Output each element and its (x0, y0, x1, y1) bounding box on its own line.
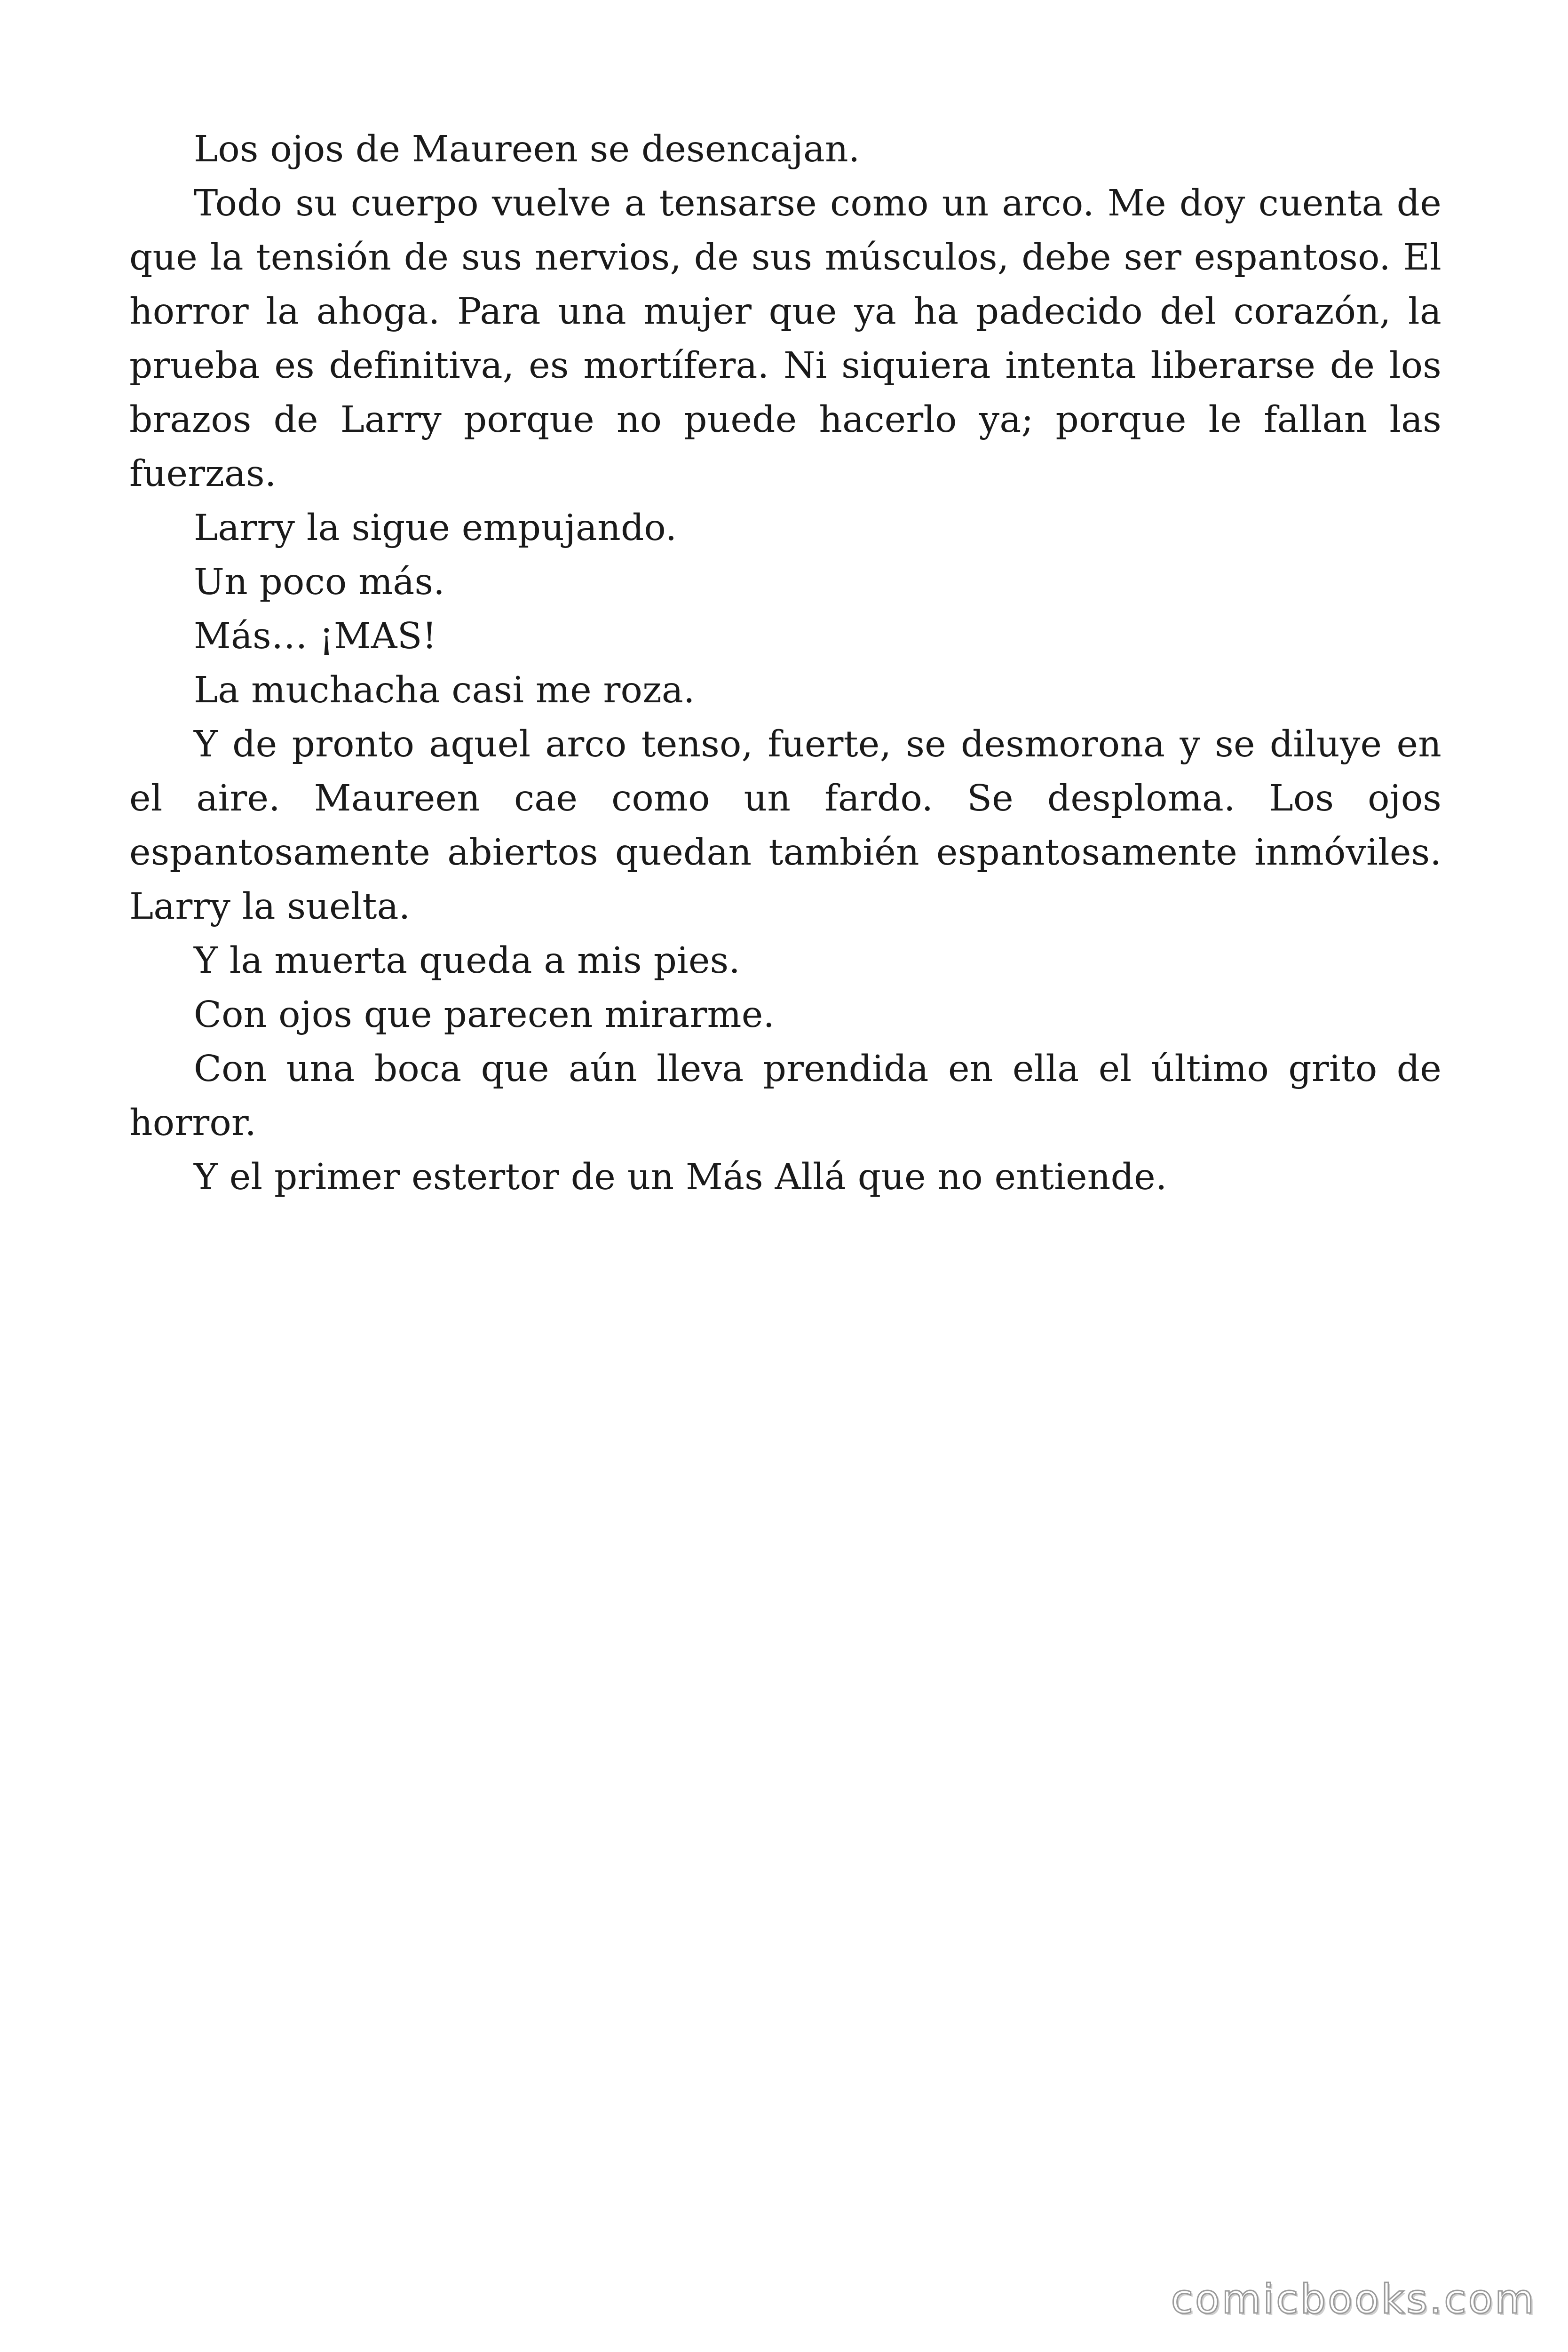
paragraph: Los ojos de Maureen se desencajan. (194, 128, 860, 170)
paragraph: Todo su cuerpo vuelve a tensarse como un arco. Me doy cuenta de que la tensión de sus nervios, de sus músculos, debe ser espantoso. El horror la ahoga. Para una mujer que ya ha padecido del corazón, la prueba es definitiva, es mortífera. Ni siquiera intenta liberarse de los brazos de Larry porque no puede hacerlo ya; porque le fallan las fuerzas. (129, 183, 1441, 495)
paragraph: Un poco más. (194, 561, 445, 603)
paragraph: Más… ¡MAS! (194, 615, 437, 657)
paragraph: Y la muerta queda a mis pies. (194, 940, 741, 982)
paragraph: Con ojos que parecen mirarme. (194, 994, 775, 1036)
paragraph: Larry la sigue empujando. (194, 507, 677, 549)
paragraph: Y el primer estertor de un Más Allá que no entiende. (194, 1156, 1167, 1198)
paragraph: La muchacha casi me roza. (194, 669, 695, 711)
page-body (129, 122, 1441, 1204)
paragraph: Con una boca que aún lleva prendida en ella el último grito de horror. (129, 1048, 1441, 1144)
watermark: comicbooks.com (1171, 2276, 1536, 2323)
paragraph: Y de pronto aquel arco tenso, fuerte, se desmorona y se diluye en el aire. Maureen cae como un fardo. Se desploma. Los ojos espantosamente abiertos quedan también espantosamente inmóviles. Larry la suelta. (129, 723, 1441, 928)
